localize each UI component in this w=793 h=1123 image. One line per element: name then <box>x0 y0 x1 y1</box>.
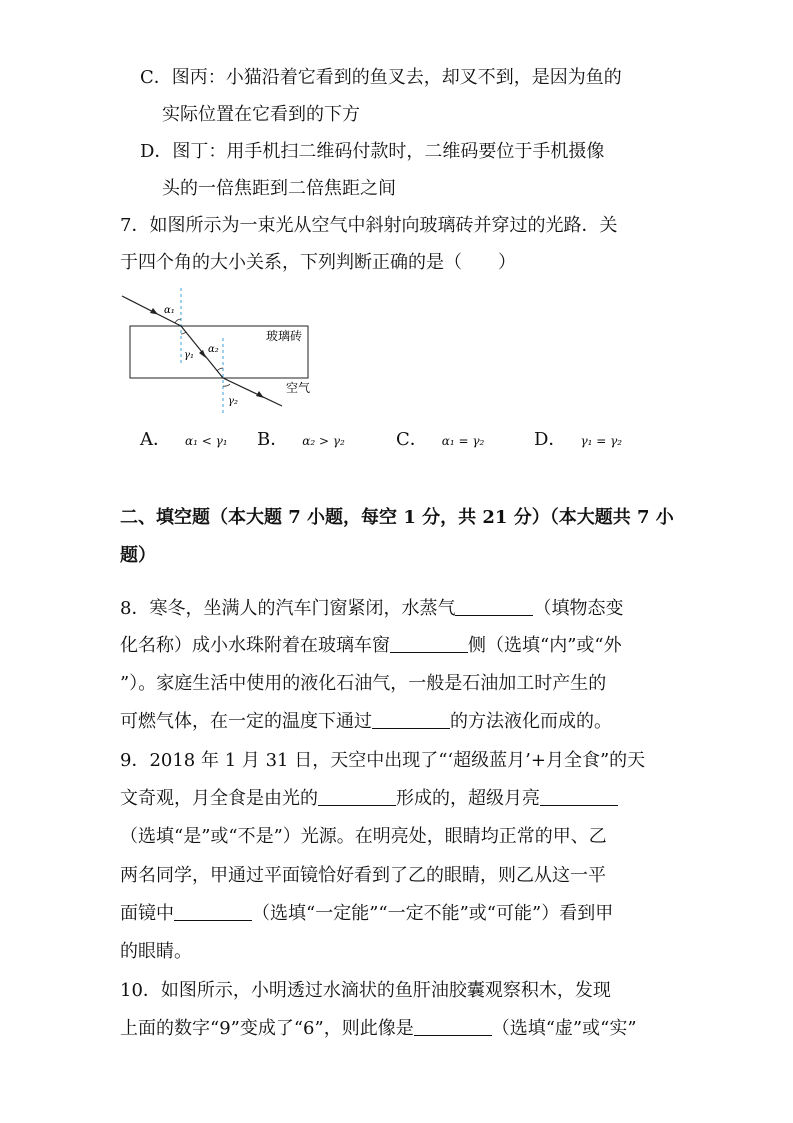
q9-line5-text-a: 面镜中 <box>120 903 174 924</box>
q8-blank-3[interactable] <box>372 710 450 729</box>
q7-option-d-expr: γ₁ = γ₂ <box>580 434 623 448</box>
q8-line2-text-a: 化名称）成小水珠附着在玻璃车窗 <box>120 635 390 656</box>
refraction-diagram <box>118 288 328 418</box>
q7-option-c-expr: α₁ = γ₂ <box>441 434 485 448</box>
q7-option-b <box>257 428 345 453</box>
q10-line2-text-b: （选填“虚”或“实” <box>491 1018 637 1039</box>
angle-gamma2-arc <box>223 384 230 386</box>
q6-option-c-line1: C．图丙：小猫沿着它看到的鱼叉去，却叉不到，是因为鱼的 <box>140 67 622 88</box>
q7-option-d <box>534 428 622 453</box>
q9-line2 <box>120 787 618 811</box>
q7-option-c-letter: C． <box>396 429 428 450</box>
q7-stem-line2: 于四个角的大小关系，下列判断正确的是（ ） <box>120 252 516 273</box>
q7-option-b-letter: B． <box>257 429 289 450</box>
angle-alpha1-arc <box>175 319 181 323</box>
q8-line1 <box>120 597 623 621</box>
q7-option-b-expr: α₂ > γ₂ <box>302 434 345 448</box>
q9-blank-3[interactable] <box>174 902 252 921</box>
q7-option-a <box>140 428 228 453</box>
q8-line1-text-a: 8．寒冬，坐满人的汽车门窗紧闭，水蒸气 <box>120 598 456 619</box>
label-gamma2: γ₂ <box>228 396 238 407</box>
q9-blank-1[interactable] <box>318 787 396 806</box>
q8-line2-text-b: 侧（选填“内”或“外 <box>468 635 622 656</box>
q8-line2 <box>120 634 622 658</box>
q10-blank-1[interactable] <box>414 1017 492 1036</box>
q8-line4-text-b: 的方法液化而成的。 <box>450 711 612 732</box>
q9-blank-2[interactable] <box>540 787 618 806</box>
refracted-arrow <box>199 350 206 358</box>
q6-option-c-line2: 实际位置在它看到的下方 <box>162 104 360 125</box>
q7-option-a-expr: α₁ < γ₁ <box>185 434 228 448</box>
label-air: 空气 <box>286 381 311 395</box>
emergent-arrow <box>256 391 264 398</box>
q8-line3: ”）。家庭生活中使用的液化石油气，一般是石油加工时产生的 <box>120 673 607 694</box>
q8-line4-text-a: 可燃气体，在一定的温度下通过 <box>120 711 372 732</box>
q10-line2-text-a: 上面的数字“9”变成了“6”，则此像是 <box>120 1018 414 1039</box>
label-alpha1: α₁ <box>164 305 175 316</box>
q10-line1: 10．如图所示，小明透过水滴状的鱼肝油胶囊观察积木，发现 <box>120 980 611 1001</box>
q7-option-a-letter: A． <box>140 429 171 450</box>
q9-line2-text-a: 文奇观，月全食是由光的 <box>120 788 318 809</box>
q8-blank-1[interactable] <box>455 597 533 616</box>
q8-blank-2[interactable] <box>390 634 468 653</box>
label-gamma1: γ₁ <box>184 350 194 361</box>
q9-line4: 两名同学，甲通过平面镜恰好看到了乙的眼睛，则乙从这一平 <box>120 865 606 886</box>
q7-option-d-letter: D． <box>534 429 567 450</box>
angle-alpha2-arc <box>217 368 223 371</box>
q9-line1: 9．2018 年 1 月 31 日，天空中出现了“‘超级蓝月’+月全食”的天 <box>120 750 646 771</box>
q7-stem-line1: 7．如图所示为一束光从空气中斜射向玻璃砖并穿过的光路．关 <box>120 215 618 236</box>
section2-heading-line1: 二、填空题（本大题 7 小题，每空 1 分，共 21 分）（本大题共 7 小 <box>120 507 674 528</box>
q9-line5 <box>120 902 613 926</box>
q6-option-d-line1: D．图丁：用手机扫二维码付款时，二维码要位于手机摄像 <box>140 141 605 162</box>
q8-line4 <box>120 710 612 734</box>
incident-arrow <box>150 308 158 315</box>
label-alpha2: α₂ <box>208 344 219 355</box>
q9-line2-text-b: 形成的，超级月亮 <box>396 788 540 809</box>
q7-option-c <box>396 428 484 453</box>
angle-gamma1-arc <box>181 332 186 334</box>
q10-line2 <box>120 1017 637 1041</box>
q9-line5-text-b: （选填“一定能”“一定不能”或“可能”）看到甲 <box>252 903 614 924</box>
q9-line6: 的眼睛。 <box>120 941 192 962</box>
q8-line1-text-b: （填物态变 <box>533 598 624 619</box>
q6-option-d-line2: 头的一倍焦距到二倍焦距之间 <box>162 178 396 199</box>
label-glass: 玻璃砖 <box>266 329 303 343</box>
section2-heading-line2: 题） <box>120 545 156 566</box>
q9-line3: （选填“是”或“不是”）光源。在明亮处，眼睛均正常的甲、乙 <box>120 826 607 847</box>
